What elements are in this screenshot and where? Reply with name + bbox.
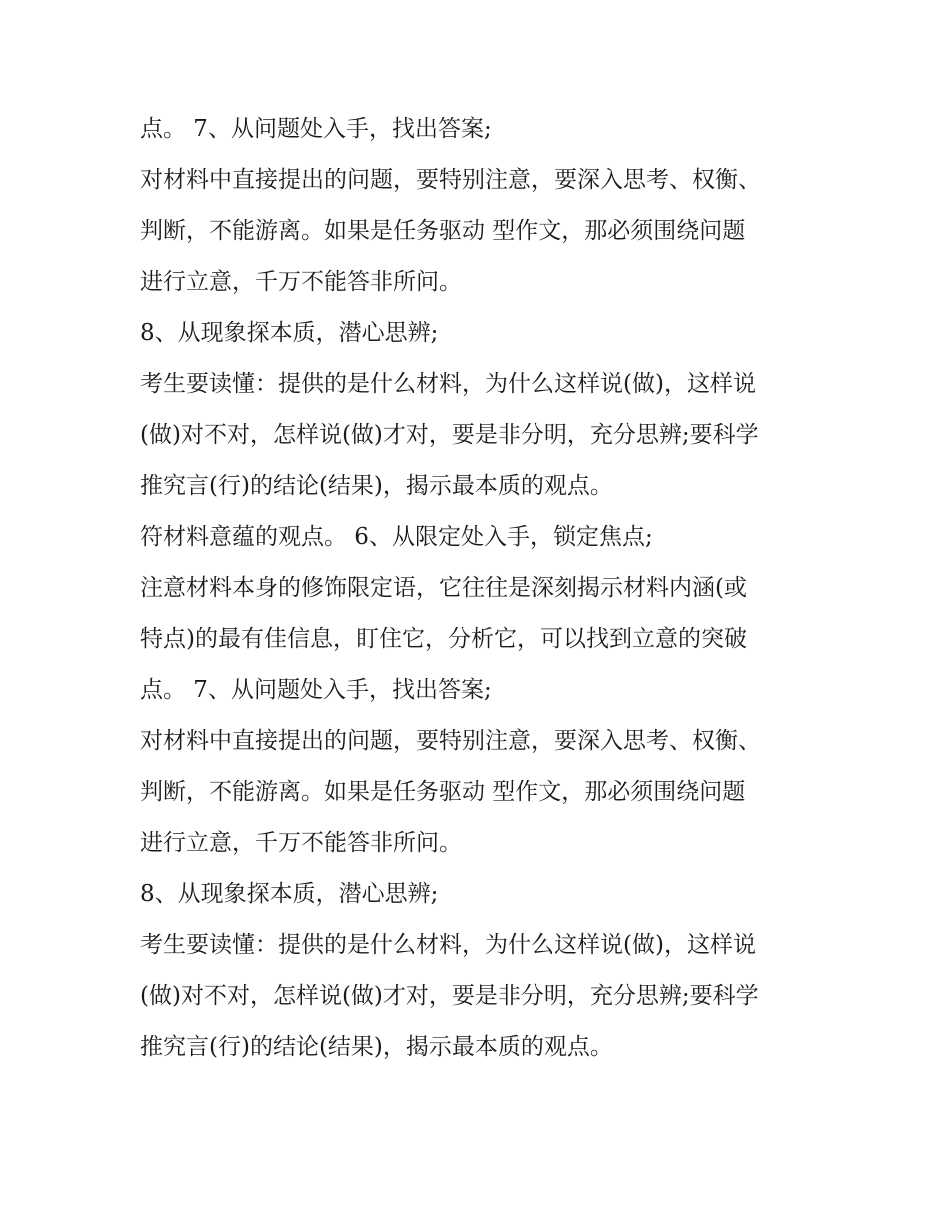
text-line: 点。 7、从问题处入手，找出答案;	[140, 677, 492, 703]
text-line: 进行立意，千万不能答非所问。	[140, 830, 462, 856]
text-line: 推究言(行)的结论(结果)，揭示最本质的观点。	[140, 1034, 613, 1060]
text-line: 点。 7、从问题处入手，找出答案;	[140, 116, 492, 142]
text-line: 注意材料本身的修饰限定语，它往往是深刻揭示材料内涵(或	[140, 575, 747, 601]
text-line: 8、从现象探本质，潜心思辨;	[140, 320, 439, 346]
text-line: 对材料中直接提出的问题，要特别注意，要深入思考、权衡、	[140, 728, 761, 754]
text-line: 进行立意，千万不能答非所问。	[140, 269, 462, 295]
text-line: 特点)的最有佳信息，盯住它，分析它，可以找到立意的突破	[140, 626, 747, 652]
text-line: 考生要读懂：提供的是什么材料，为什么这样说(做)，这样说	[140, 932, 756, 958]
text-line: 推究言(行)的结论(结果)，揭示最本质的观点。	[140, 473, 613, 499]
text-line: 考生要读懂：提供的是什么材料，为什么这样说(做)，这样说	[140, 371, 756, 397]
text-line: (做)对不对，怎样说(做)才对，要是非分明，充分思辨;要科学	[140, 983, 759, 1009]
text-line: 判断，不能游离。如果是任务驱动 型作文，那必须围绕问题	[140, 779, 746, 805]
document-body	[140, 104, 820, 1073]
text-line: 判断，不能游离。如果是任务驱动 型作文，那必须围绕问题	[140, 218, 746, 244]
text-line: 符材料意蕴的观点。 6、从限定处入手，锁定焦点;	[140, 524, 653, 550]
text-line: 对材料中直接提出的问题，要特别注意，要深入思考、权衡、	[140, 167, 761, 193]
text-line: 8、从现象探本质，潜心思辨;	[140, 881, 439, 907]
text-line: (做)对不对，怎样说(做)才对，要是非分明，充分思辨;要科学	[140, 422, 759, 448]
